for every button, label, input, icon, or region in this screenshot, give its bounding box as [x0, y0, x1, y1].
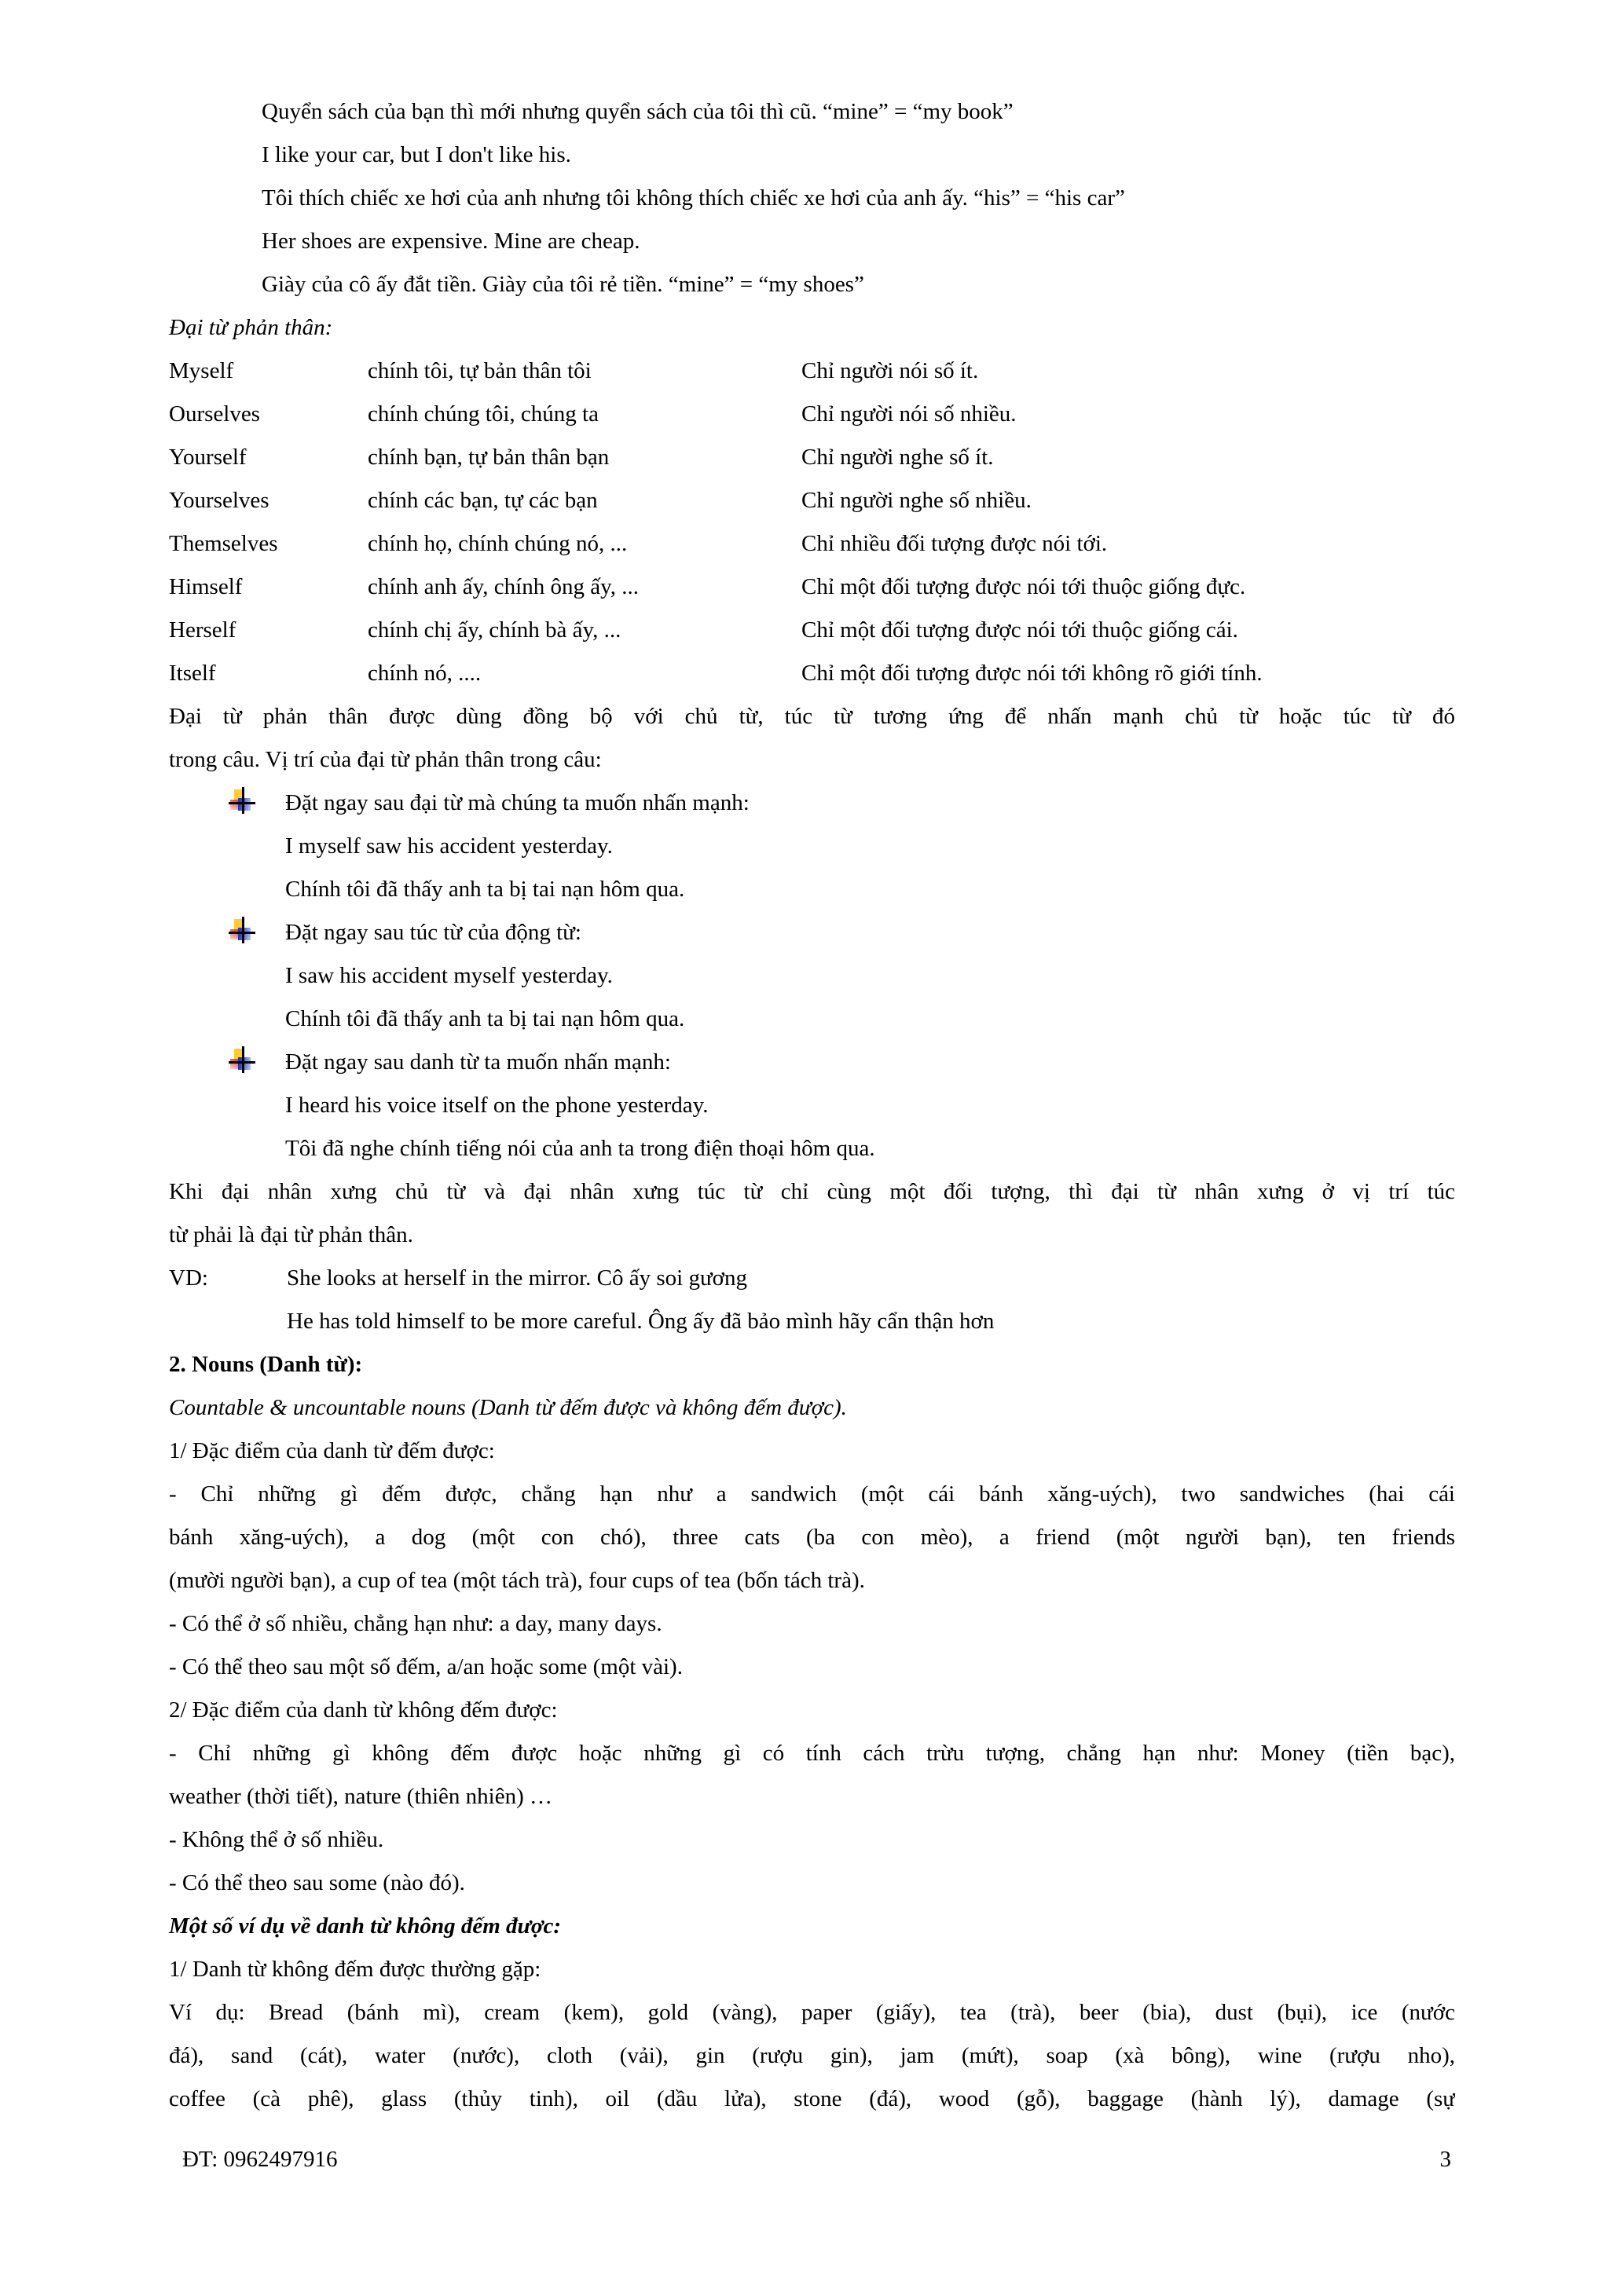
- pronoun-cell: Yourselves: [169, 488, 269, 513]
- example-line: Her shoes are expensive. Mine are cheap.: [262, 229, 640, 254]
- meaning-cell: chính bạn, tự bản thân bạn: [368, 445, 610, 470]
- note-paragraph-line: Khi đại nhân xưng chủ từ và đại nhân xưng túc từ chỉ cùng một đối tượng, thì đại từ nhân xưng ở vị trí túc: [169, 1179, 1455, 1204]
- example-line: I like your car, but I don't like his.: [262, 142, 571, 167]
- vd-label: VD:: [169, 1265, 208, 1291]
- document-body: [169, 90, 1455, 2121]
- table-row: [169, 479, 1455, 522]
- bullet-example-en: I heard his voice itself on the phone yesterday.: [285, 1093, 709, 1118]
- note-cell: Chỉ người nói số nhiều.: [801, 401, 1017, 427]
- example-line: Giày của cô ấy đắt tiền. Giày của tôi rẻ tiền. “mine” = “my shoes”: [262, 272, 864, 297]
- section-heading-reflexive: Đại từ phản thân:: [169, 315, 333, 340]
- vd-example-1: She looks at herself in the mirror. Cô ấy soi gương: [287, 1265, 748, 1291]
- note-cell: Chỉ một đối tượng được nói tới không rõ giới tính.: [801, 661, 1263, 686]
- table-row: [169, 350, 1455, 393]
- page-number: 3: [1439, 2147, 1451, 2172]
- countable-point-line: - Chỉ những gì đếm được, chẳng hạn như a sandwich (một cái bánh xăng-uých), two sandwiches (hai cái: [169, 1481, 1455, 1507]
- note-cell: Chỉ người nghe số nhiều.: [801, 488, 1032, 513]
- note-cell: Chỉ người nói số ít.: [801, 358, 979, 383]
- footer-phone: ĐT: 0962497916: [182, 2147, 338, 2172]
- uncountable-point: - Có thể theo sau some (nào đó).: [169, 1870, 465, 1895]
- countable-point: - Có thể ở số nhiều, chẳng hạn như: a day, many days.: [169, 1611, 662, 1636]
- countable-title: 1/ Đặc điểm của danh từ đếm được:: [169, 1438, 495, 1463]
- pronoun-cell: Ourselves: [169, 401, 260, 427]
- table-row: [169, 566, 1455, 609]
- usage-paragraph-line: Đại từ phản thân được dùng đồng bộ với chủ từ, túc từ tương ứng để nhấn mạnh chủ từ hoặc túc từ đó: [169, 704, 1455, 729]
- table-row: [169, 609, 1455, 652]
- example-line: Tôi thích chiếc xe hơi của anh nhưng tôi không thích chiếc xe hơi của anh ấy. “his” = “his car”: [262, 185, 1125, 211]
- section-heading-nouns: 2. Nouns (Danh từ):: [169, 1352, 363, 1377]
- table-row: [169, 522, 1455, 566]
- uncountable-point: - Không thể ở số nhiều.: [169, 1827, 384, 1852]
- table-row: [169, 436, 1455, 479]
- note-paragraph-line: từ phải là đại từ phản thân.: [169, 1222, 413, 1247]
- examples-paragraph-line: coffee (cà phê), glass (thủy tinh), oil (dầu lửa), stone (đá), wood (gỗ), baggage (hành lý), damage (sự: [169, 2086, 1455, 2111]
- colored-square-bullet-icon: [230, 911, 285, 954]
- uncountable-point-line: weather (thời tiết), nature (thiên nhiên) …: [169, 1784, 553, 1809]
- table-row: [169, 652, 1455, 695]
- countable-point-line: (mười người bạn), a cup of tea (một tách trà), four cups of tea (bốn tách trà).: [169, 1568, 865, 1593]
- note-cell: Chỉ một đối tượng được nói tới thuộc giống cái.: [801, 617, 1238, 643]
- meaning-cell: chính tôi, tự bản thân tôi: [368, 358, 592, 383]
- colored-square-bullet-icon: [230, 1041, 285, 1084]
- bullet-item: [169, 911, 1455, 954]
- note-cell: Chỉ một đối tượng được nói tới thuộc giống đực.: [801, 574, 1246, 599]
- bullet-item: [169, 1041, 1455, 1084]
- bullet-example-vi: Chính tôi đã thấy anh ta bị tai nạn hôm qua.: [285, 1006, 685, 1031]
- countable-point-line: bánh xăng-uých), a dog (một con chó), three cats (ba con mèo), a friend (một người bạn), ten friends: [169, 1525, 1455, 1550]
- examples-paragraph-line: đá), sand (cát), water (nước), cloth (vải), gin (rượu gin), jam (mứt), soap (xà bông), wine (rượu nho),: [169, 2043, 1455, 2068]
- pronoun-cell: Yourself: [169, 445, 247, 470]
- bullet-item: [169, 782, 1455, 825]
- meaning-cell: chính họ, chính chúng nó, ...: [368, 531, 628, 556]
- table-row: [169, 393, 1455, 436]
- bullet-example-vi: Tôi đã nghe chính tiếng nói của anh ta trong điện thoại hôm qua.: [285, 1136, 875, 1161]
- pronoun-cell: Itself: [169, 661, 216, 686]
- pronoun-cell: Herself: [169, 617, 236, 643]
- note-cell: Chỉ người nghe số ít.: [801, 445, 994, 470]
- meaning-cell: chính chúng tôi, chúng ta: [368, 401, 599, 427]
- pronoun-cell: Myself: [169, 358, 234, 383]
- colored-square-bullet-icon: [230, 782, 285, 825]
- bullet-label: Đặt ngay sau đại từ mà chúng ta muốn nhấn mạnh:: [285, 790, 750, 815]
- bullet-label: Đặt ngay sau danh từ ta muốn nhấn mạnh:: [285, 1049, 671, 1075]
- uncountable-title: 2/ Đặc điểm của danh từ không đếm được:: [169, 1697, 558, 1723]
- usage-paragraph-line: trong câu. Vị trí của đại từ phản thân trong câu:: [169, 747, 602, 772]
- bullet-example-en: I saw his accident myself yesterday.: [285, 963, 613, 988]
- meaning-cell: chính chị ấy, chính bà ấy, ...: [368, 617, 621, 643]
- examples-heading: Một số ví dụ về danh từ không đếm được:: [169, 1913, 562, 1939]
- vd-line: [169, 1257, 1455, 1300]
- examples-paragraph-line: Ví dụ: Bread (bánh mì), cream (kem), gold (vàng), paper (giấy), tea (trà), beer (bia), dust (bụi), ice (nước: [169, 2000, 1455, 2025]
- pronoun-cell: Himself: [169, 574, 243, 599]
- meaning-cell: chính nó, ....: [368, 661, 482, 686]
- bullet-example-en: I myself saw his accident yesterday.: [285, 833, 613, 859]
- example-line: Quyển sách của bạn thì mới nhưng quyển sách của tôi thì cũ. “mine” = “my book”: [262, 99, 1014, 124]
- vd-example-2: He has told himself to be more careful. Ông ấy đã bảo mình hãy cẩn thận hơn: [287, 1309, 995, 1334]
- examples-subtitle: 1/ Danh từ không đếm được thường gặp:: [169, 1957, 541, 1982]
- uncountable-point-line: - Chỉ những gì không đếm được hoặc những gì có tính cách trừu tượng, chẳng hạn như: Money (tiền bạc),: [169, 1741, 1455, 1766]
- pronoun-cell: Themselves: [169, 531, 278, 556]
- note-cell: Chỉ nhiều đối tượng được nói tới.: [801, 531, 1108, 556]
- bullet-example-vi: Chính tôi đã thấy anh ta bị tai nạn hôm qua.: [285, 877, 685, 902]
- nouns-subheading: Countable & uncountable nouns (Danh từ đếm được và không đếm được).: [169, 1395, 847, 1420]
- countable-point: - Có thể theo sau một số đếm, a/an hoặc some (một vài).: [169, 1654, 683, 1679]
- meaning-cell: chính các bạn, tự các bạn: [368, 488, 598, 513]
- meaning-cell: chính anh ấy, chính ông ấy, ...: [368, 574, 639, 599]
- bullet-label: Đặt ngay sau túc từ của động từ:: [285, 920, 581, 945]
